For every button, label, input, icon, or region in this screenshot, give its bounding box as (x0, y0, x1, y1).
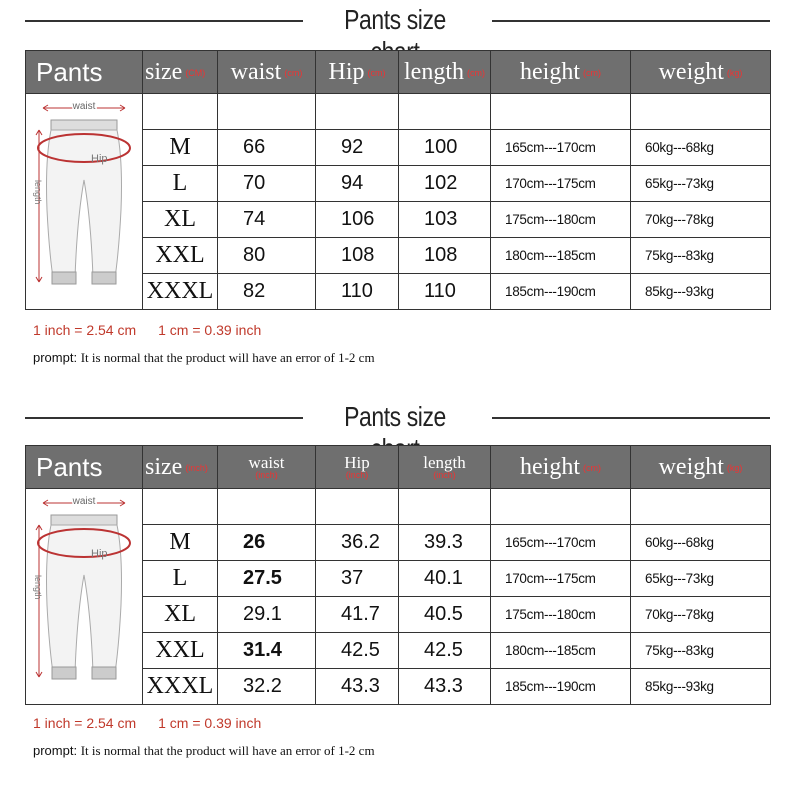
header-length-label: length (423, 452, 466, 472)
length-cell: 108 (399, 238, 491, 274)
blank-cell (491, 489, 631, 525)
diagram-waist-label: waist (72, 496, 96, 507)
header-hip-label: Hip (344, 452, 370, 472)
size-table (25, 445, 771, 705)
size-cell: XXXL (143, 274, 218, 310)
hip-cell: 36.2 (316, 525, 399, 561)
header-weight-unit: (kg) (726, 67, 743, 78)
waist-cell: 31.4 (218, 633, 316, 669)
prompt-note (33, 743, 375, 759)
header-height-unit: (cm) (583, 462, 601, 473)
height-cell: 180cm---185cm (491, 238, 631, 274)
weight-cell: 65kg---73kg (631, 166, 771, 202)
hip-cell: 43.3 (316, 669, 399, 705)
conversion-note (33, 322, 283, 338)
length-cell: 42.5 (399, 633, 491, 669)
hip-cell: 42.5 (316, 633, 399, 669)
header-height-unit: (cm) (583, 67, 601, 78)
waist-cell: 32.2 (218, 669, 316, 705)
header-size-label: size (145, 58, 183, 85)
size-cell: XXXL (143, 669, 218, 705)
waist-cell: 66 (218, 130, 316, 166)
weight-cell: 75kg---83kg (631, 238, 771, 274)
hip-cell: 106 (316, 202, 399, 238)
blank-cell (143, 489, 218, 525)
length-cell: 110 (399, 274, 491, 310)
weight-cell: 65kg---73kg (631, 561, 771, 597)
blank-cell (399, 489, 491, 525)
size-cell: M (143, 130, 218, 166)
size-cell: XL (143, 202, 218, 238)
header-height-label: height (520, 453, 580, 480)
header-length-label: length (404, 58, 464, 85)
height-cell: 165cm---170cm (491, 130, 631, 166)
prompt-note (33, 350, 375, 366)
diagram-hip-label: Hip (91, 548, 108, 560)
header-size (143, 446, 218, 489)
table-header-row (26, 446, 771, 489)
hip-cell: 41.7 (316, 597, 399, 633)
height-cell: 175cm---180cm (491, 202, 631, 238)
weight-cell: 85kg---93kg (631, 669, 771, 705)
header-waist-label: waist (230, 58, 282, 85)
table-blank-row (26, 94, 771, 130)
hip-cell: 94 (316, 166, 399, 202)
header-hip (316, 446, 399, 489)
header-size-unit: (inch) (185, 462, 208, 473)
height-cell: 175cm---180cm (491, 597, 631, 633)
chart-title-row (0, 397, 800, 437)
height-cell: 170cm---175cm (491, 561, 631, 597)
blank-cell (218, 489, 316, 525)
title-divider-right (492, 417, 770, 419)
hip-cell: 37 (316, 561, 399, 597)
header-length-unit: (cm) (467, 67, 485, 78)
pants-diagram-icon (29, 495, 139, 695)
pants-diagram-cell (26, 94, 143, 310)
prompt-label: prompt: (33, 743, 78, 758)
header-size (143, 51, 218, 94)
diagram-length-label: length (33, 575, 43, 600)
header-hip-label: Hip (328, 58, 365, 85)
waist-cell: 29.1 (218, 597, 316, 633)
weight-cell: 70kg---78kg (631, 202, 771, 238)
pants-diagram-icon (29, 100, 139, 300)
header-weight-label: weight (658, 58, 724, 85)
height-cell: 170cm---175cm (491, 166, 631, 202)
header-length (399, 51, 491, 94)
waist-cell: 82 (218, 274, 316, 310)
pants-diagram-cell (26, 489, 143, 705)
cm-to-inch: 1 cm = 0.39 inch (158, 322, 262, 338)
header-height (491, 446, 631, 489)
chart-title-row (0, 0, 800, 40)
header-weight-label: weight (658, 453, 724, 480)
header-hip (316, 51, 399, 94)
table-header-row (26, 51, 771, 94)
chart-title: Pants size (344, 4, 446, 35)
header-waist-unit: (cm) (284, 67, 303, 78)
weight-cell: 85kg---93kg (631, 274, 771, 310)
length-cell: 40.5 (399, 597, 491, 633)
chart-title: Pants size (344, 401, 446, 432)
length-cell: 43.3 (399, 669, 491, 705)
weight-cell: 60kg---68kg (631, 130, 771, 166)
header-height (491, 51, 631, 94)
header-waist (218, 51, 316, 94)
waist-cell: 26 (218, 525, 316, 561)
length-cell: 102 (399, 166, 491, 202)
diagram-hip-label: Hip (91, 153, 108, 165)
size-cell: L (143, 561, 218, 597)
header-size-label: size (145, 453, 183, 480)
weight-cell: 60kg---68kg (631, 525, 771, 561)
size-cell: L (143, 166, 218, 202)
header-length-unit: (inch) (433, 469, 456, 480)
cm-to-inch: 1 cm = 0.39 inch (158, 715, 262, 731)
diagram-length-label: length (33, 180, 43, 205)
hip-cell: 110 (316, 274, 399, 310)
title-divider-left (25, 20, 303, 22)
header-height-label: height (520, 58, 580, 85)
blank-cell (631, 489, 771, 525)
size-cell: XXL (143, 633, 218, 669)
header-pants: Pants (26, 446, 143, 489)
header-weight (631, 446, 771, 489)
waist-cell: 80 (218, 238, 316, 274)
size-cell: XXL (143, 238, 218, 274)
prompt-text: It is normal that the product will have an error of 1-2 cm (80, 350, 375, 365)
blank-cell (218, 94, 316, 130)
waist-cell: 27.5 (218, 561, 316, 597)
size-cell: XL (143, 597, 218, 633)
blank-cell (316, 94, 399, 130)
blank-cell (316, 489, 399, 525)
header-waist-unit: (inch) (255, 469, 278, 480)
inch-to-cm: 1 inch = 2.54 cm (33, 715, 137, 731)
header-pants: Pants (26, 51, 143, 94)
blank-cell (143, 94, 218, 130)
size-table (25, 50, 771, 310)
height-cell: 165cm---170cm (491, 525, 631, 561)
waist-cell: 70 (218, 166, 316, 202)
header-weight-unit: (kg) (726, 462, 743, 473)
prompt-text: It is normal that the product will have an error of 1-2 cm (80, 743, 375, 758)
inch-to-cm: 1 inch = 2.54 cm (33, 322, 137, 338)
header-length (399, 446, 491, 489)
hip-cell: 92 (316, 130, 399, 166)
length-cell: 39.3 (399, 525, 491, 561)
header-waist-label: waist (248, 452, 285, 472)
prompt-label: prompt: (33, 350, 78, 365)
header-waist (218, 446, 316, 489)
height-cell: 185cm---190cm (491, 669, 631, 705)
blank-cell (491, 94, 631, 130)
length-cell: 100 (399, 130, 491, 166)
diagram-waist-label: waist (72, 101, 96, 112)
title-divider-right (492, 20, 770, 22)
blank-cell (399, 94, 491, 130)
header-hip-unit: (inch) (345, 469, 369, 480)
length-cell: 103 (399, 202, 491, 238)
header-hip-unit: (cm) (367, 67, 386, 78)
conversion-note (33, 715, 283, 731)
height-cell: 180cm---185cm (491, 633, 631, 669)
blank-cell (631, 94, 771, 130)
hip-cell: 108 (316, 238, 399, 274)
waist-cell: 74 (218, 202, 316, 238)
size-chart-inch (0, 397, 800, 800)
length-cell: 40.1 (399, 561, 491, 597)
size-cell: M (143, 525, 218, 561)
height-cell: 185cm---190cm (491, 274, 631, 310)
title-divider-left (25, 417, 303, 419)
header-size-unit: (CM) (185, 67, 206, 78)
table-blank-row (26, 489, 771, 525)
weight-cell: 75kg---83kg (631, 633, 771, 669)
header-weight (631, 51, 771, 94)
size-chart-cm (0, 0, 800, 392)
weight-cell: 70kg---78kg (631, 597, 771, 633)
